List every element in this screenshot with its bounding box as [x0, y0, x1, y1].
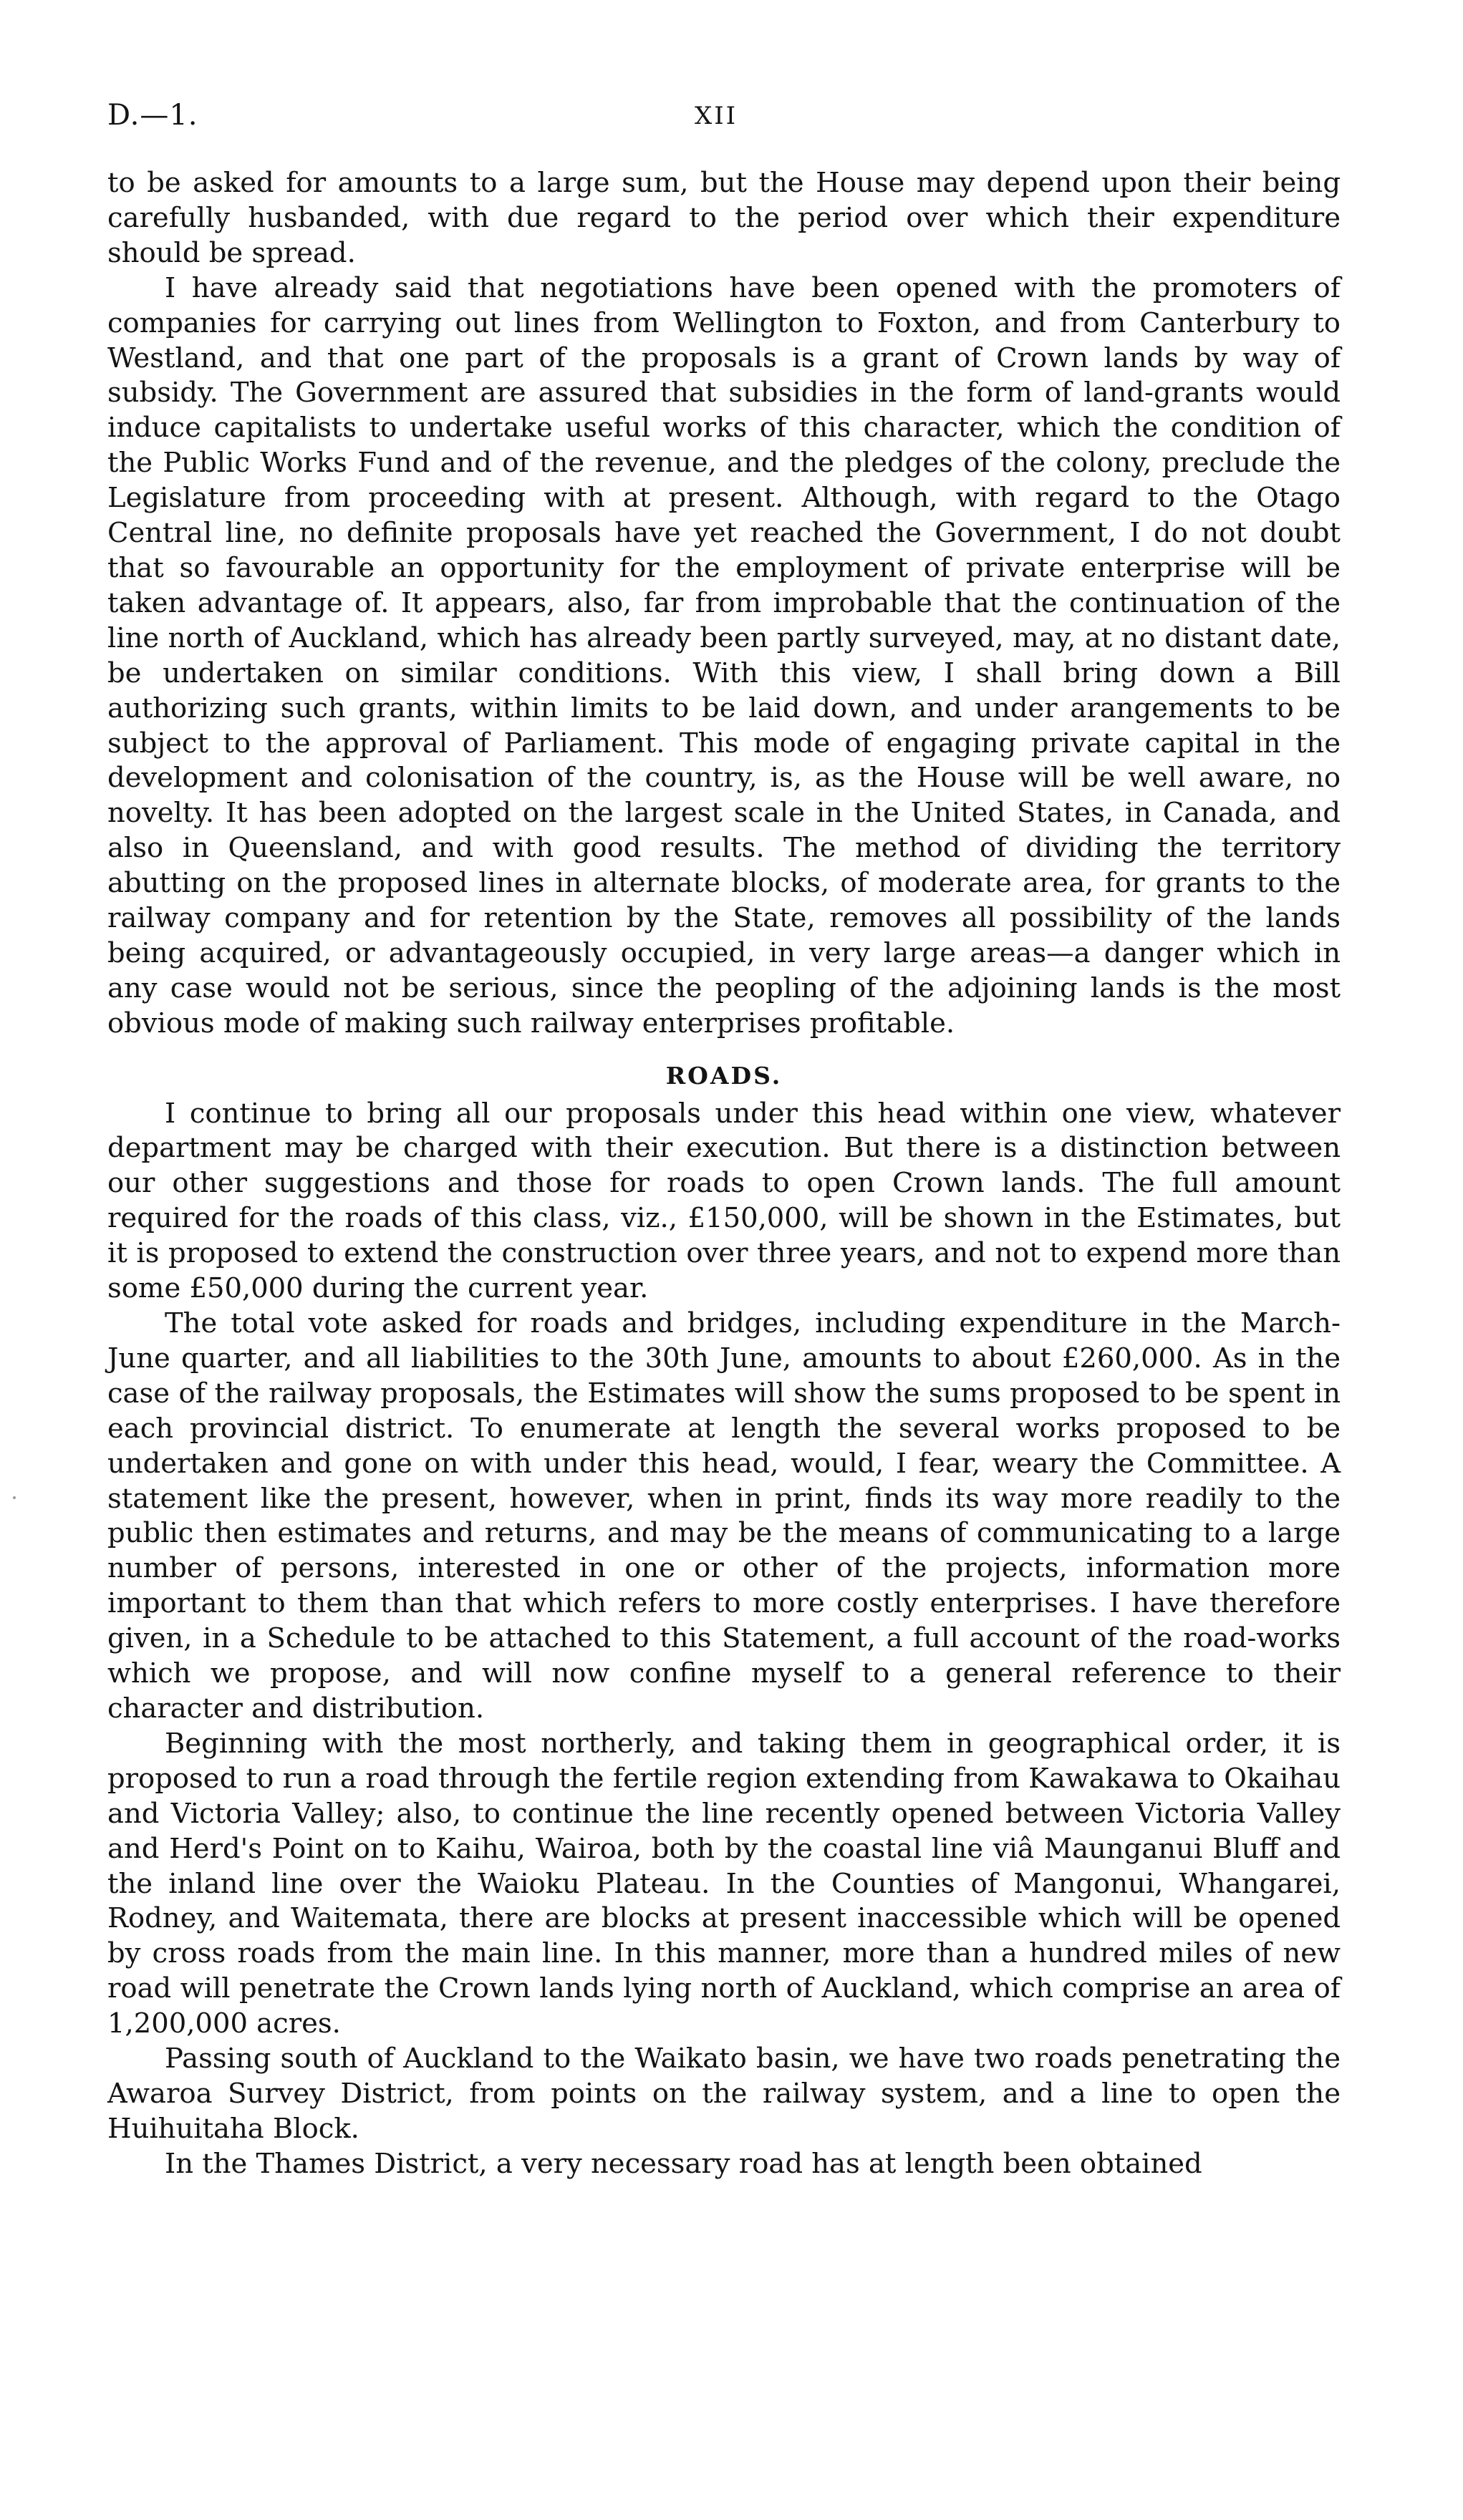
page-number: XII	[695, 102, 738, 130]
paragraph-thames-district: In the Thames District, a very necessary road has at length been obtained	[165, 2147, 1202, 2180]
scan-speck	[13, 1496, 16, 1499]
running-header	[107, 99, 1339, 142]
paragraph-waikato-roads: Passing south of Auckland to the Waikato basin, we have two roads penetrating the Awaroa Survey District, from points on the railway system, and a line to open the Huihuitaha Block.	[107, 2042, 1341, 2145]
paragraph-total-vote: The total vote asked for roads and bridges, including expenditure in the March-June quarter, and all liabilities to the 30th June, amounts to about £260,000. As in the case of the railway proposals, the Estimates will show the sums proposed to be spent in each provincial district. To enumerate at length the several works proposed to be undertaken and gone on with under this head, would, I fear, weary the Committee. A statement like the present, however, when in print, finds its way more readily to the public then estimates and returns, and may be the means of communicating to a large number of persons, interested in one or other of the projects, information more important to them than that which refers to more costly enterprises. I have therefore given, in a Schedule to be attached to this Statement, a full account of the road-works which we propose, and will now confine myself to a general reference to their character and distribution.	[107, 1307, 1341, 1725]
section-heading-roads: ROADS.	[665, 1061, 783, 1090]
document-id: D.—1.	[107, 99, 198, 132]
paragraph-continuation: to be asked for amounts to a large sum, but the House may depend upon their being carefully husbanded, with due regard to the period over which their expenditure should be spread.	[107, 167, 1341, 269]
paragraph-roads-overview: I continue to bring all our proposals under this head within one view, whatever department may be charged with their execution. But there is a distinction between our other suggestions and those for roads to open Crown lands. The full amount required for the roads of this class, viz., £150,000, will be shown in the Estimates, but it is proposed to extend the construction over three years, and not to expend more than some £50,000 during the current year.	[107, 1097, 1341, 1305]
body-text	[107, 166, 1341, 2182]
paragraph-land-grants: I have already said that negotiations have been opened with the promoters of companies for carrying out lines from Wellington to Foxton, and from Canterbury to Westland, and that one part of the proposals is a grant of Crown lands by way of subsidy. The Government are assured that subsidies in the form of land-grants would induce capitalists to undertake useful works of this character, which the condition of the Public Works Fund and of the revenue, and the pledges of the colony, preclude the Legislature from proceeding with at present. Although, with regard to the Otago Central line, no definite proposals have yet reached the Government, I do not doubt that so favourable an opportunity for the employment of private enterprise will be taken advantage of. It appears, also, far from improbable that the continuation of the line north of Auckland, which has already been partly surveyed, may, at no distant date, be undertaken on similar conditions. With this view, I shall bring down a Bill authorizing such grants, within limits to be laid down, and under arangements to be subject to the approval of Parliament. This mode of engaging private capital in the development and colonisation of the country, is, as the House will be well aware, no novelty. It has been adopted on the largest scale in the United States, in Canada, and also in Queensland, and with good results. The method of dividing the territory abutting on the proposed lines in alternate blocks, of moderate area, for grants to the railway company and for retention by the State, removes all possibility of the lands being acquired, or advantageously occupied, in very large areas—a danger which in any case would not be serious, since the peopling of the adjoining lands is the most obvious mode of making such railway enterprises profitable.	[107, 271, 1341, 1040]
paragraph-northern-roads: Beginning with the most northerly, and taking them in geographical order, it is proposed to run a road through the fertile region extending from Kawakawa to Okaihau and Victoria Valley; also, to continue the line recently opened between Victoria Valley and Herd's Point on to Kaihu, Wairoa, both by the coastal line viâ Maunganui Bluff and the inland line over the Waioku Plateau. In the Counties of Mangonui, Whangarei, Rodney, and Waitemata, there are blocks at present inaccessible which will be opened by cross roads from the main line. In this manner, more than a hundred miles of new road will penetrate the Crown lands lying north of Auckland, which comprise an area of 1,200,000 acres.	[107, 1727, 1341, 2040]
